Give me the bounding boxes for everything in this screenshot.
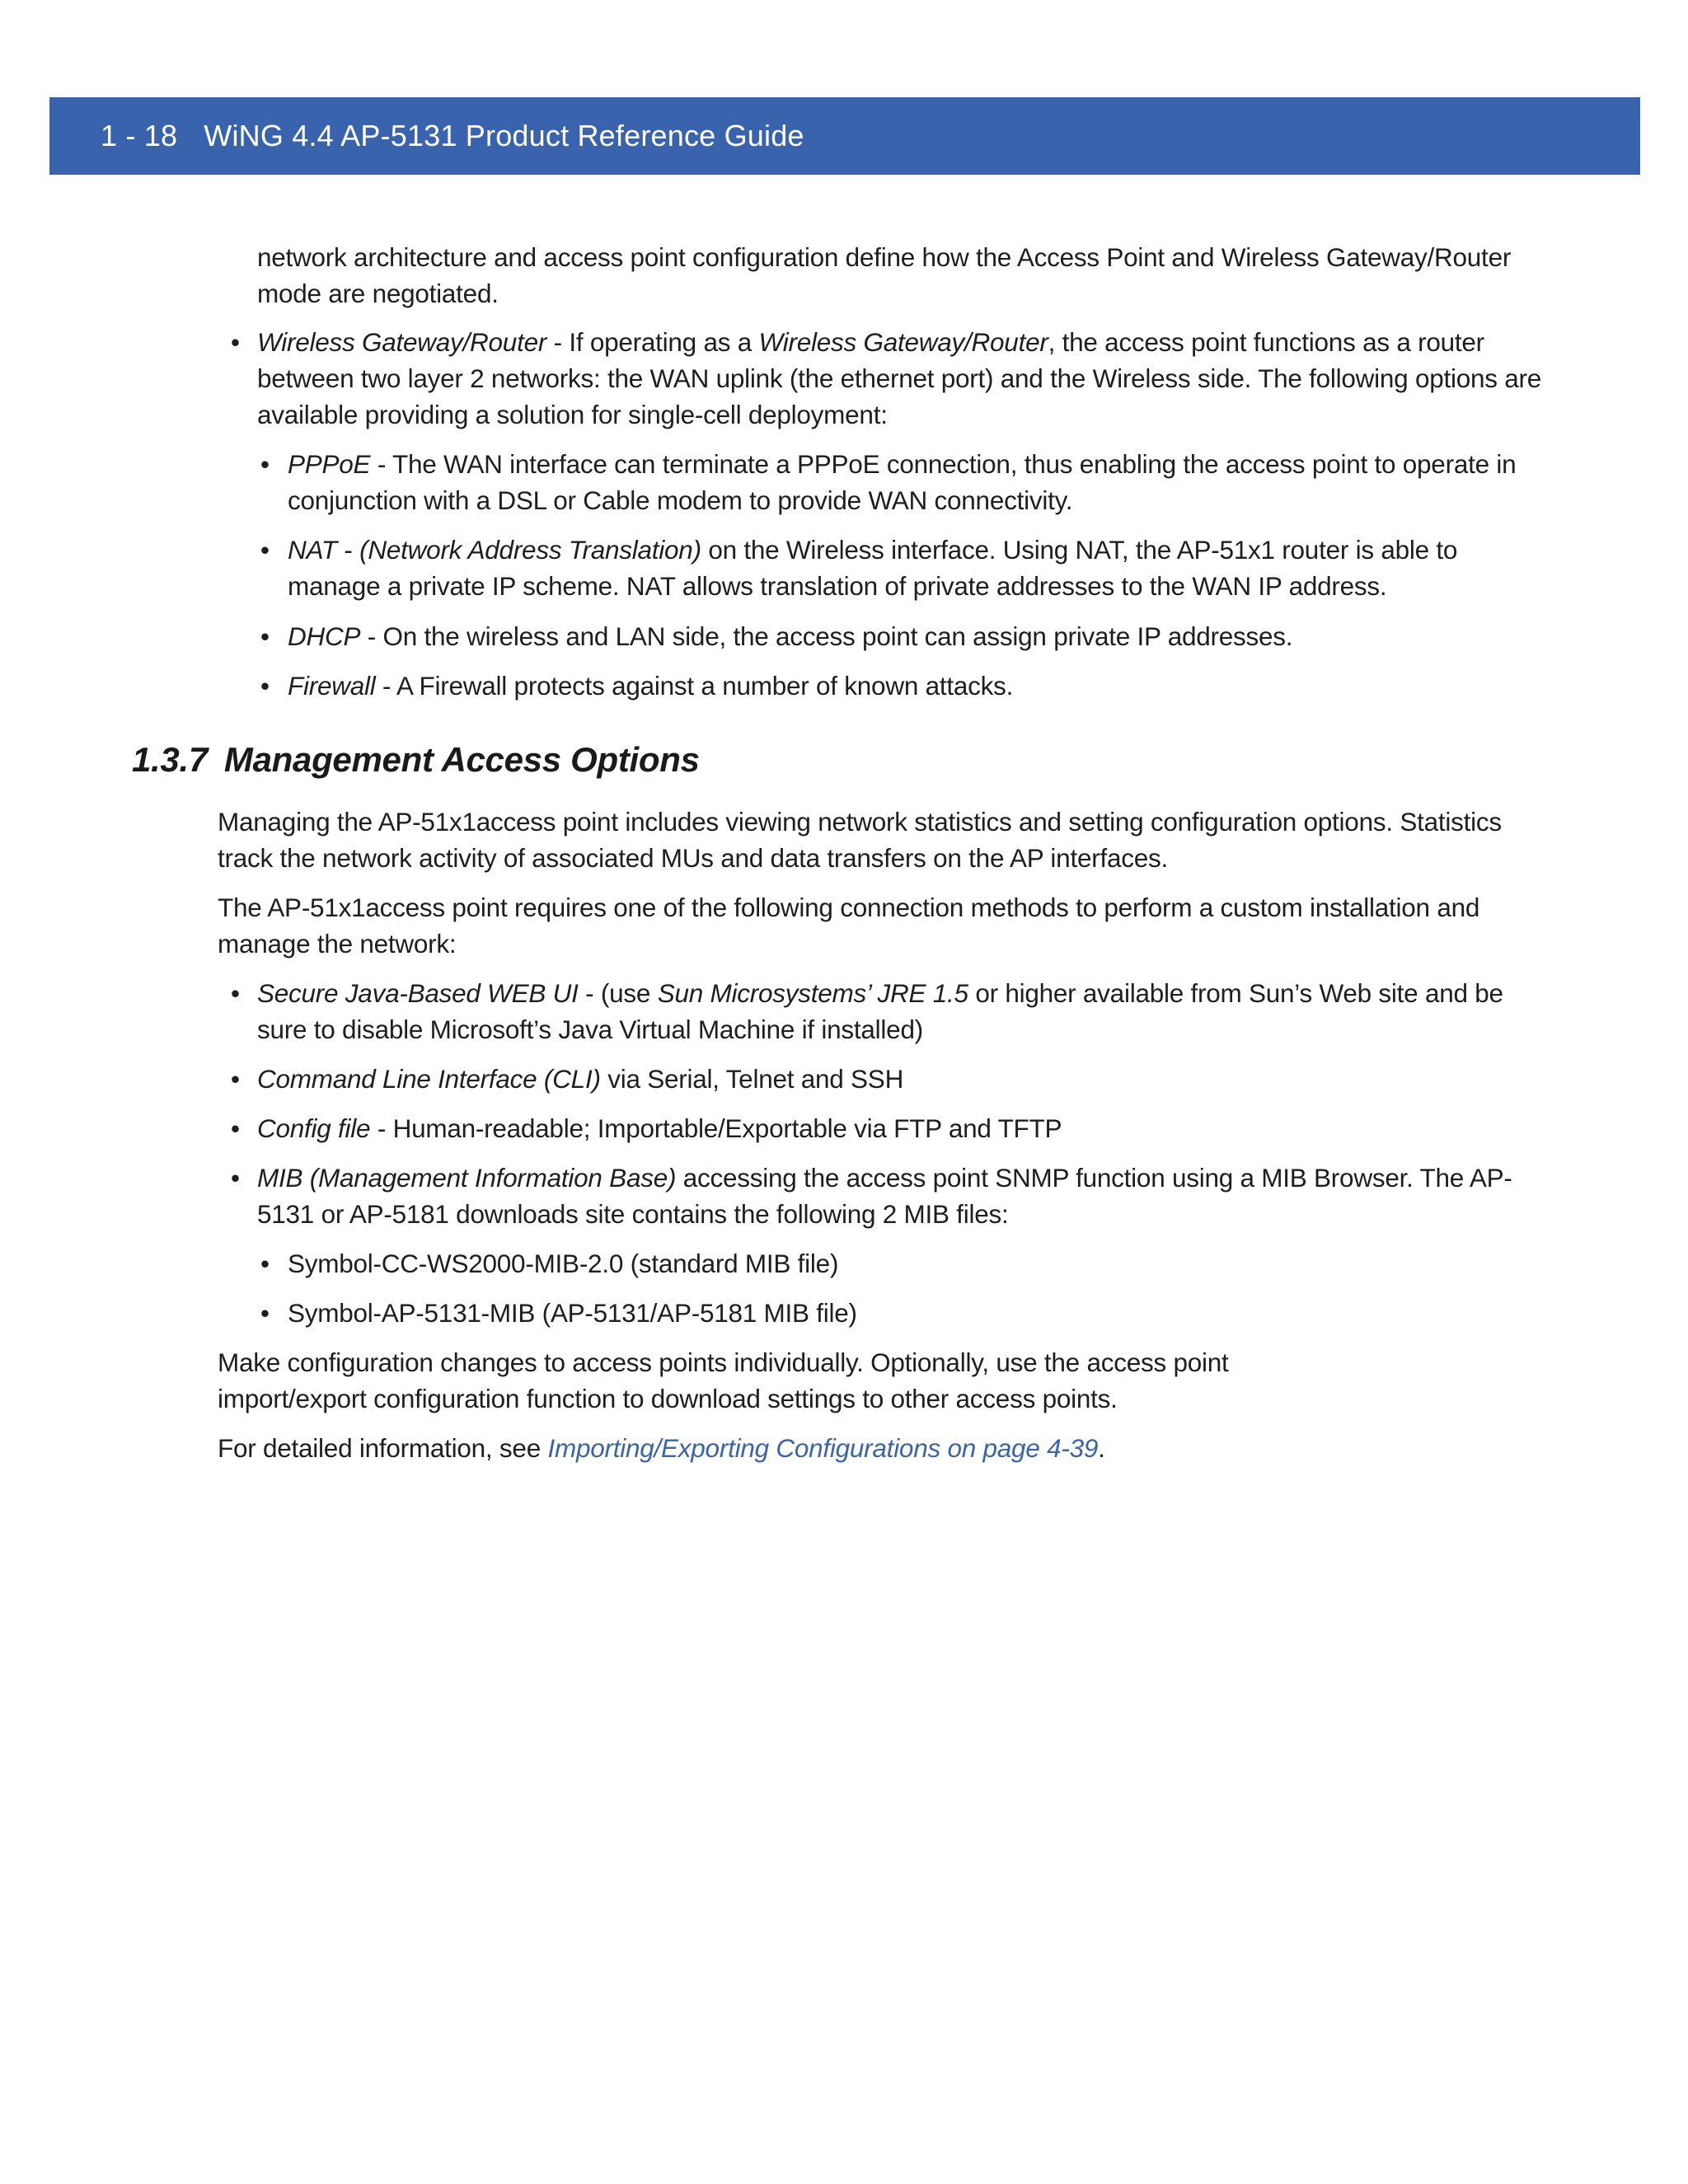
cross-reference-link[interactable]: Importing/Exporting Configurations on page 4-39 [547, 1433, 1099, 1463]
page-number: 1 - 18 [101, 119, 178, 152]
pppoe-text: - The WAN interface can terminate a PPPoE connection, thus enabling the access point to operate in conjunction with a DSL or Cable modem to provide WAN connectivity. [288, 449, 1517, 515]
bullet-glyph: • [260, 1249, 270, 1278]
list-item-firewall [288, 668, 1543, 704]
bullet-glyph: • [231, 1113, 241, 1143]
web-ui-term2: Sun Microsystems’ JRE 1.5 [657, 978, 968, 1008]
list-item-nat [288, 532, 1543, 604]
gateway-term: Wireless Gateway/Router [257, 327, 547, 357]
pppoe-term: PPPoE [288, 449, 371, 479]
web-ui-term: Secure Java-Based WEB UI [257, 978, 579, 1008]
list-item-web-ui [257, 975, 1543, 1047]
list-item-dhcp [288, 618, 1543, 654]
nat-term2: (Network Address Translation) [359, 535, 701, 565]
guide-title: WiNG 4.4 AP-5131 Product Reference Guide [204, 119, 804, 152]
mib-text: accessing the access point SNMP function using a MIB Browser. The AP-5131 or AP-5181 downloads site contains the following 2 MIB files: [257, 1163, 1512, 1229]
bullet-glyph: • [231, 1163, 241, 1193]
cli-term: Command Line Interface (CLI) [257, 1064, 601, 1094]
paragraph-managing: Managing the AP-51x1access point includes viewing network statistics and setting configuration options. Statistics track the network activity of associated MUs and data transfers on the AP interfaces. [218, 807, 1502, 873]
gateway-text-b: , the access point functions as a router between two layer 2 networks: the WAN uplink (the ethernet port) and the Wireless side. The following options are available providing a solution for single-cell deployment: [257, 327, 1542, 429]
config-file-text: - Human-readable; Importable/Exportable via FTP and TFTP [370, 1113, 1062, 1143]
list-item-pppoe [288, 446, 1543, 518]
bullet-glyph: • [231, 978, 241, 1008]
section-title-text: Management Access Options [223, 740, 700, 779]
nat-sep: - [336, 535, 360, 565]
gateway-term2: Wireless Gateway/Router [758, 327, 1048, 357]
intro-paragraph: network architecture and access point configuration define how the Access Point and Wireless Gateway/Router mode are negotiated. [257, 242, 1512, 308]
bullet-glyph: • [260, 449, 270, 479]
firewall-term: Firewall [288, 671, 376, 701]
list-item-config-file [257, 1110, 1543, 1146]
paragraph-connection-methods: The AP-51x1access point requires one of the following connection methods to perform a custom installation and manage the network: [218, 893, 1480, 958]
dhcp-term: DHCP [288, 621, 361, 651]
firewall-text: - A Firewall protects against a number of known attacks. [375, 671, 1014, 701]
nat-term: NAT [288, 535, 337, 565]
web-ui-text-b: or higher available from Sun’s Web site and be sure to disable Microsoft’s Java Virtual Machine if installed) [257, 978, 1503, 1044]
cli-text: via Serial, Telnet and SSH [600, 1064, 904, 1094]
detailed-info-suffix: . [1098, 1433, 1105, 1463]
list-item-mib [257, 1160, 1543, 1232]
dhcp-text: - On the wireless and LAN side, the access point can assign private IP addresses. [360, 621, 1293, 651]
bullet-glyph: • [260, 671, 270, 701]
section-number: 1.3.7 [132, 740, 208, 779]
nat-text: on the Wireless interface. Using NAT, the AP-51x1 router is able to manage a private IP scheme. NAT allows translation of private addresses to the WAN IP address. [288, 535, 1458, 601]
web-ui-text-a: - (use [578, 978, 658, 1008]
config-file-term: Config file [257, 1113, 371, 1143]
detailed-info-prefix: For detailed information, see [218, 1433, 548, 1463]
list-item-cli [257, 1061, 1543, 1097]
bullet-glyph: • [231, 1064, 241, 1094]
bullet-glyph: • [260, 621, 270, 651]
paragraph-config-changes [218, 1344, 1543, 1417]
gateway-bullet [257, 324, 1543, 433]
mib-file-item: Symbol-AP-5131-MIB (AP-5131/AP-5181 MIB file) [288, 1298, 857, 1328]
bullet-glyph: • [231, 327, 241, 357]
section-heading [132, 740, 700, 780]
mib-file-item: Symbol-CC-WS2000-MIB-2.0 (standard MIB file) [288, 1249, 839, 1278]
gateway-text-a: - If operating as a [546, 327, 759, 357]
page-header [49, 97, 1640, 175]
bullet-glyph: • [260, 535, 270, 565]
bullet-glyph: • [260, 1298, 270, 1328]
config-changes-line2: import/export configuration function to download settings to other access points. [218, 1384, 1118, 1413]
config-changes-line1: Make configuration changes to access points individually. Optionally, use the access point [218, 1347, 1229, 1377]
paragraph-detailed-info [218, 1430, 1543, 1466]
mib-term: MIB (Management Information Base) [257, 1163, 677, 1193]
